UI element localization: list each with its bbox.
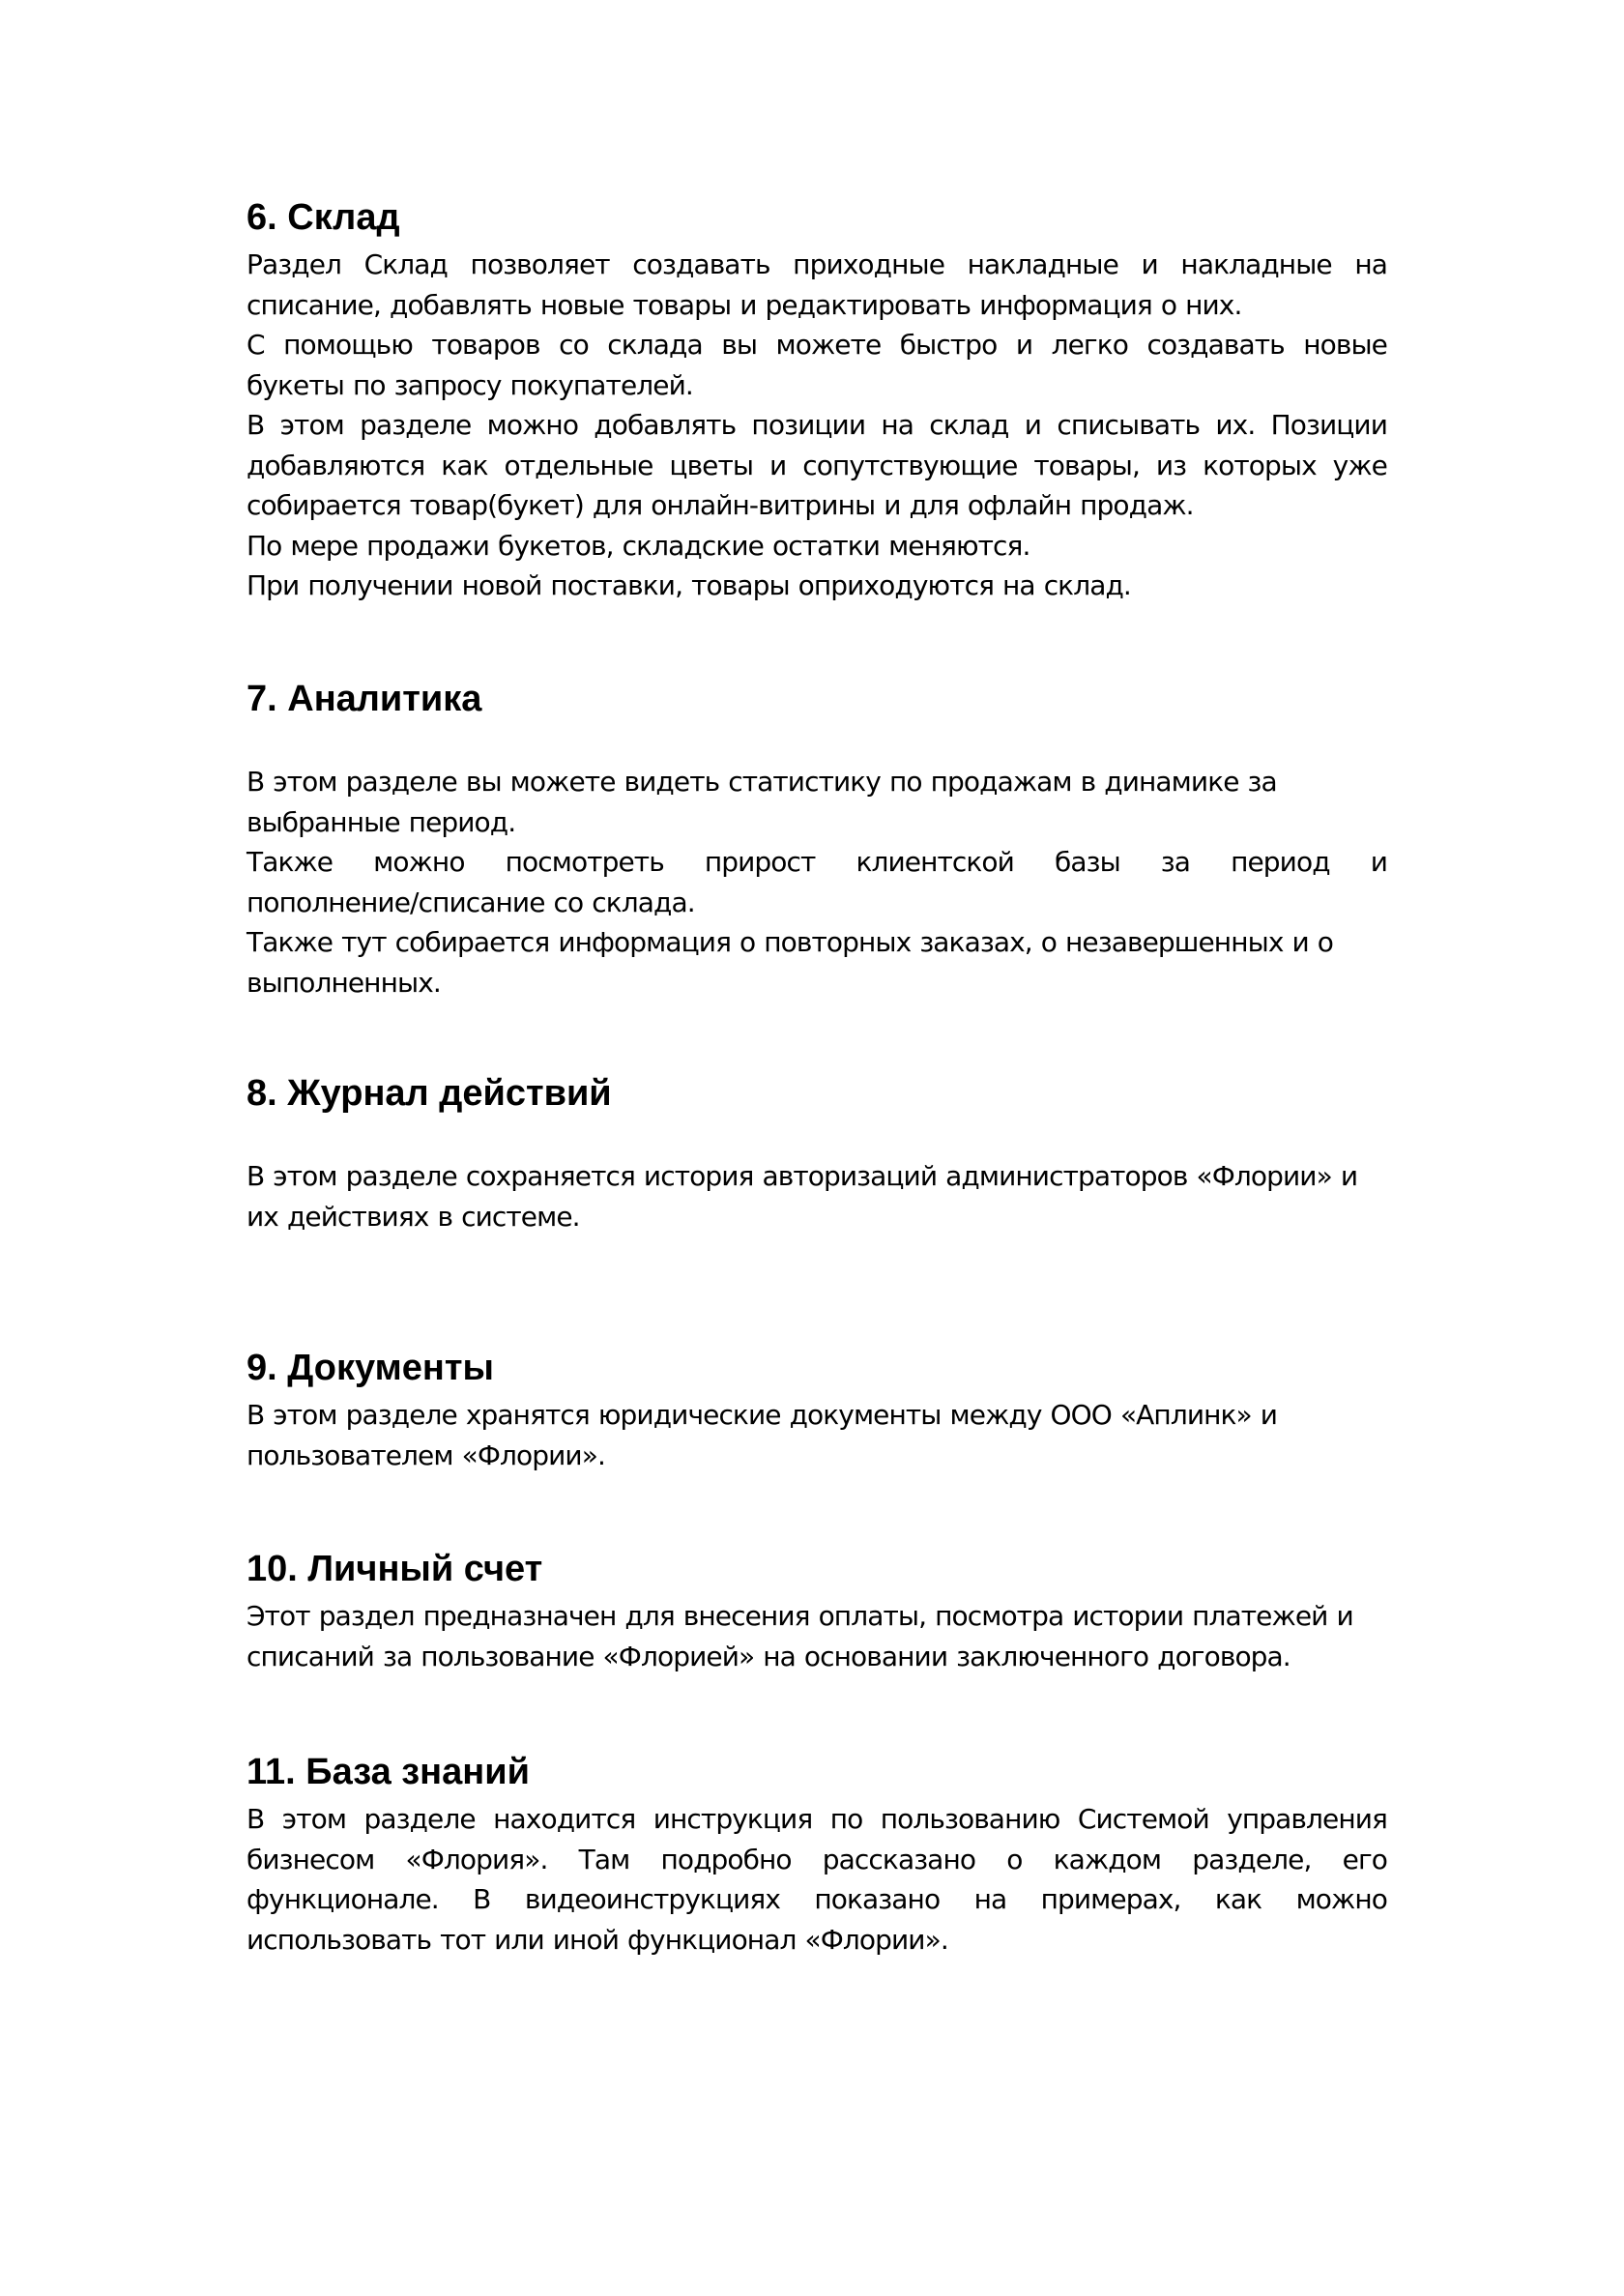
paragraph-line: При получении новой поставки, товары оприходуются на склад. [246, 569, 1131, 601]
paragraph-line: выбранные период. [246, 805, 516, 838]
paragraph-line: пополнение/списание со склада. [246, 886, 695, 918]
paragraph-line: использовать тот или иной функционал «Флории». [246, 1923, 948, 1956]
paragraph-line: В этом разделе вы можете видеть статистику по продажам в динамике за [246, 766, 1277, 798]
section-title: 9. Документы [246, 1348, 494, 1388]
paragraph-line: пользователем «Флории». [246, 1439, 605, 1471]
paragraph-line: букеты по запросу покупателей. [246, 368, 693, 401]
paragraph-line: добавляются как отдельные цветы и сопутствующие товары, из которых уже [246, 449, 1387, 481]
section-title: 11. База знаний [246, 1752, 530, 1792]
paragraph-line: По мере продажи букетов, складские остатки меняются. [246, 529, 1030, 562]
section-knowledge-base [246, 1750, 1387, 1960]
section-analytics [246, 677, 1387, 1003]
paragraph-line: Также можно посмотреть прирост клиентской базы за период и [246, 846, 1387, 878]
section-title: 10. Личный счет [246, 1549, 543, 1589]
section-documents [246, 1346, 1387, 1475]
paragraph-line: Раздел Склад позволяет создавать приходные накладные и накладные на [246, 248, 1387, 280]
paragraph-line: С помощью товаров со склада вы можете быстро и легко создавать новые [246, 329, 1387, 361]
section-title: 7. Аналитика [246, 679, 482, 719]
section-journal [246, 1071, 1387, 1236]
paragraph-line: списаний за пользование «Флорией» на основании заключенного договора. [246, 1640, 1290, 1672]
section-account [246, 1547, 1387, 1676]
paragraph-line: собирается товар(букет) для онлайн-витрины и для офлайн продаж. [246, 489, 1194, 521]
section-title: 6. Склад [246, 197, 400, 238]
paragraph-line: списание, добавлять новые товары и редактировать информация о них. [246, 288, 1242, 321]
paragraph-line: выполненных. [246, 966, 441, 999]
paragraph-line: бизнесом «Флория». Там подробно рассказано о каждом разделе, его [246, 1843, 1387, 1875]
section-title: 8. Журнал действий [246, 1073, 612, 1114]
paragraph-line: В этом разделе находится инструкция по пользованию Системой управления [246, 1803, 1387, 1835]
paragraph-line: Этот раздел предназначен для внесения оплаты, посмотра истории платежей и [246, 1600, 1353, 1632]
paragraph-line: В этом разделе можно добавлять позиции на склад и списывать их. Позиции [246, 409, 1387, 441]
paragraph-line: Также тут собирается информация о повторных заказах, о незавершенных и о [246, 926, 1334, 958]
paragraph-line: В этом разделе сохраняется история авторизаций администраторов «Флории» и [246, 1160, 1358, 1192]
section-warehouse [246, 195, 1387, 606]
paragraph-line: их действиях в системе. [246, 1200, 580, 1233]
paragraph-line: В этом разделе хранятся юридические документы между ООО «Аплинк» и [246, 1399, 1278, 1431]
paragraph-line: функционале. В видеоинструкциях показано на примерах, как можно [246, 1883, 1387, 1915]
